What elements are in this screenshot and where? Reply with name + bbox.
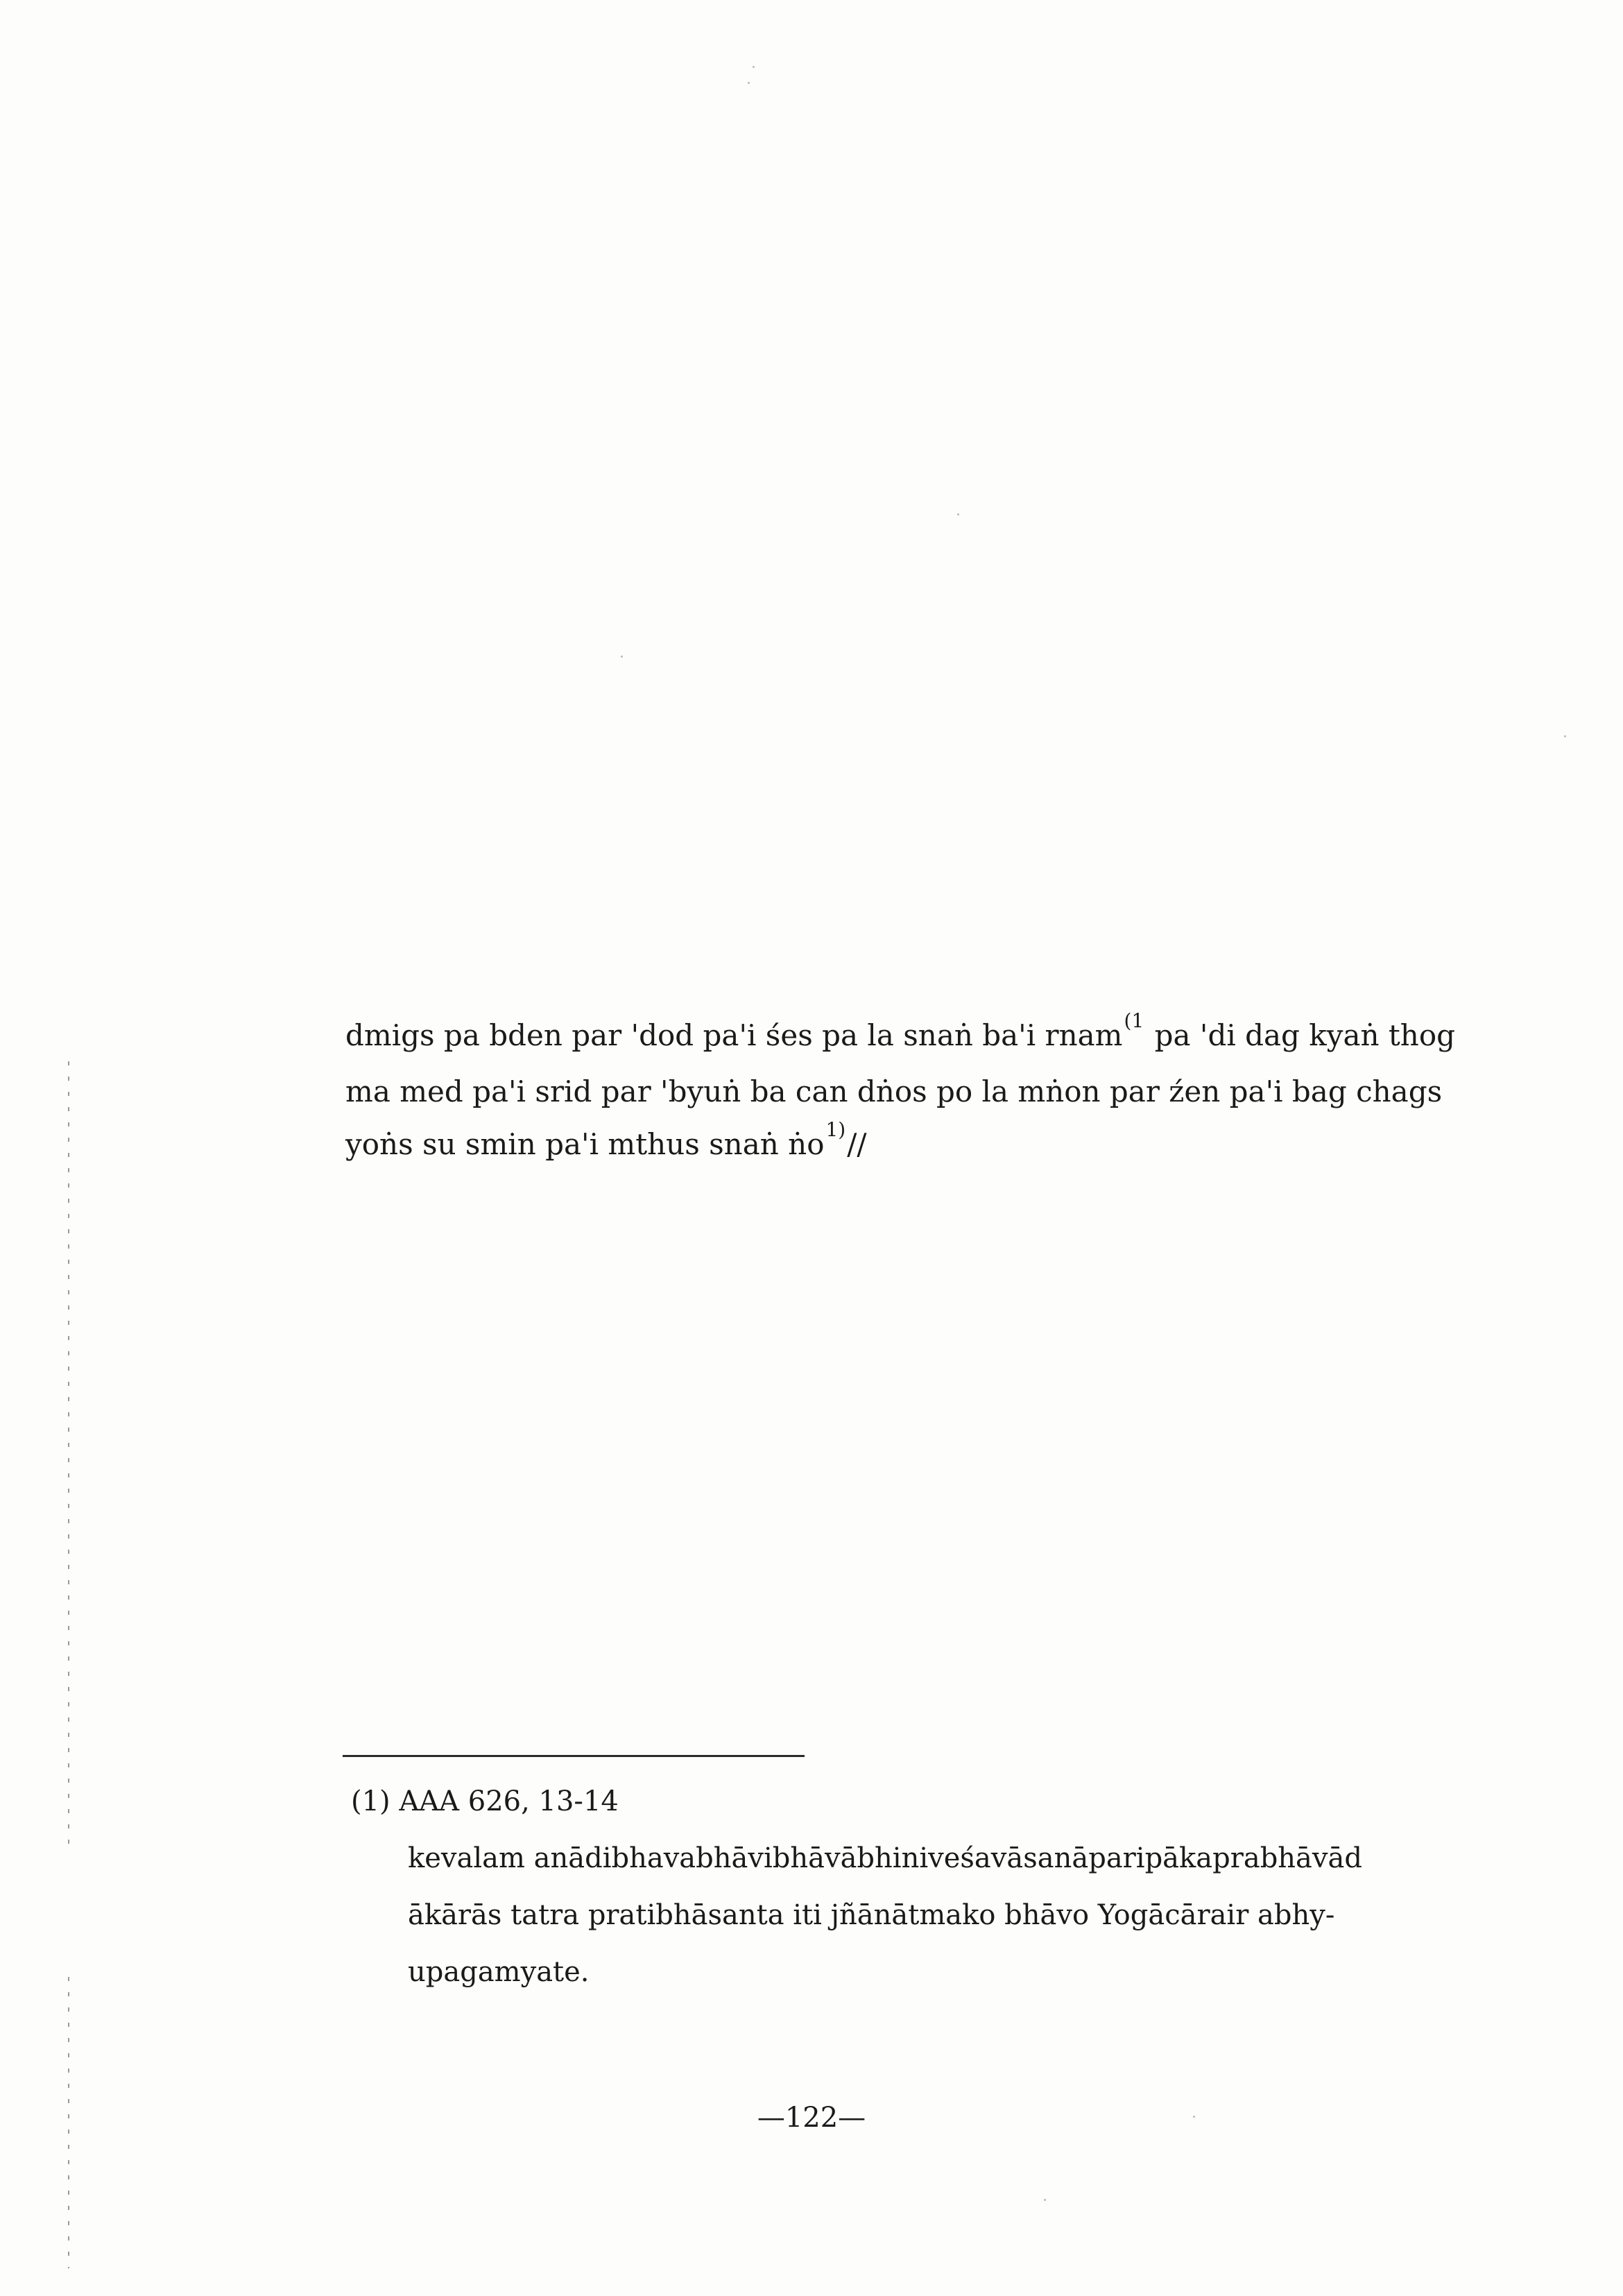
- text-line-2: ma med pa'i srid par 'byuṅ ba can dṅos po la mṅon par źen pa'i bag chags: [345, 1074, 1443, 1108]
- scan-edge-artifact: [68, 1061, 69, 1852]
- text-line-3: [345, 1118, 1441, 1174]
- text-segment: dmigs pa bden par 'dod pa'i śes pa la snaṅ ba'i rnam: [345, 1018, 1123, 1052]
- text-segment: pa 'di dag kyaṅ thog: [1154, 1018, 1455, 1052]
- text-segment: yoṅs su smin pa'i mthus snaṅ ṅo: [345, 1127, 825, 1161]
- footnote-line: kevalam anādibhavabhāvibhāvābhiniveśavāsanāparipākaprabhāvād: [408, 1842, 1362, 1874]
- footnote-marker: 1): [825, 1118, 846, 1141]
- scan-speck: [1044, 2199, 1046, 2201]
- scan-speck: [748, 82, 750, 84]
- footnote-line: ākārās tatra pratibhāsanta iti jñānātmako bhāvo Yogācārair abhy-: [408, 1899, 1335, 1931]
- text-segment: //: [847, 1127, 867, 1161]
- scan-speck: [1564, 735, 1566, 737]
- text-line-1: [345, 1009, 1455, 1065]
- footnote-reference: (1) AAA 626, 13-14: [351, 1785, 619, 1817]
- scan-speck: [753, 66, 755, 68]
- scan-speck: [621, 656, 623, 658]
- footnote-line: upagamyate.: [408, 1956, 590, 1988]
- main-text: [345, 1009, 1455, 1174]
- footnote: [351, 1773, 1433, 2001]
- footnote-divider: [343, 1755, 805, 1757]
- page-number: —122—: [757, 2102, 866, 2134]
- footnote-marker: (1: [1124, 1009, 1144, 1032]
- footnote-body: [351, 1830, 1433, 2001]
- scan-speck: [957, 513, 959, 515]
